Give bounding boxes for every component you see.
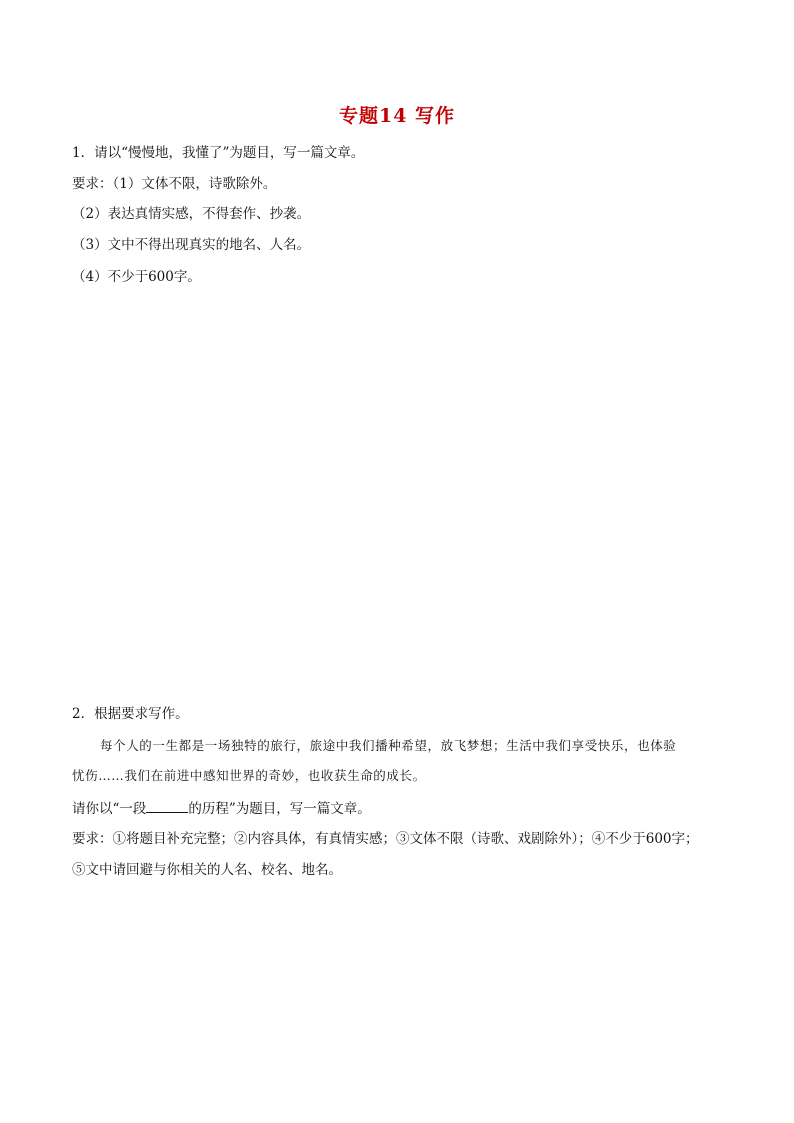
question-2-material-line-1: 每个人的一生都是一场独特的旅行，旅途中我们播种希望，放飞梦想；生活中我们享受快乐，也体验: [100, 738, 677, 753]
question-2-requirement-line-1: 要求：①将题目补充完整；②内容具体，有真情实感；③文体不限（诗歌、戏剧除外）；④不少于600字；: [72, 831, 699, 847]
question-1-requirement-1: 要求：（1）文体不限，诗歌除外。: [72, 176, 277, 192]
question-1-requirement-2: （2）表达真情实感，不得套作、抄袭。: [72, 206, 311, 222]
question-2-task-suffix: 的历程”为题目，写一篇文章。: [188, 801, 371, 817]
question-1-requirement-3: （3）文中不得出现真实的地名、人名。: [72, 237, 311, 253]
page-title: 专题14 写作: [338, 105, 456, 127]
question-2-prompt: 2．根据要求写作。: [72, 706, 189, 722]
question-1-prompt: 1．请以“慢慢地，我懂了”为题目，写一篇文章。: [72, 145, 365, 161]
question-2-material-line-2: 忧伤……我们在前进中感知世界的奇妙，也收获生命的成长。: [72, 768, 426, 783]
question-2-task-prefix: 请你以“一段: [72, 801, 147, 817]
question-1-requirement-4: （4）不少于600字。: [72, 269, 201, 285]
question-2-task: [72, 798, 371, 819]
question-2-requirement-line-2: ⑤文中请回避与你相关的人名、校名、地名。: [72, 862, 342, 878]
title-blank: [146, 798, 188, 813]
